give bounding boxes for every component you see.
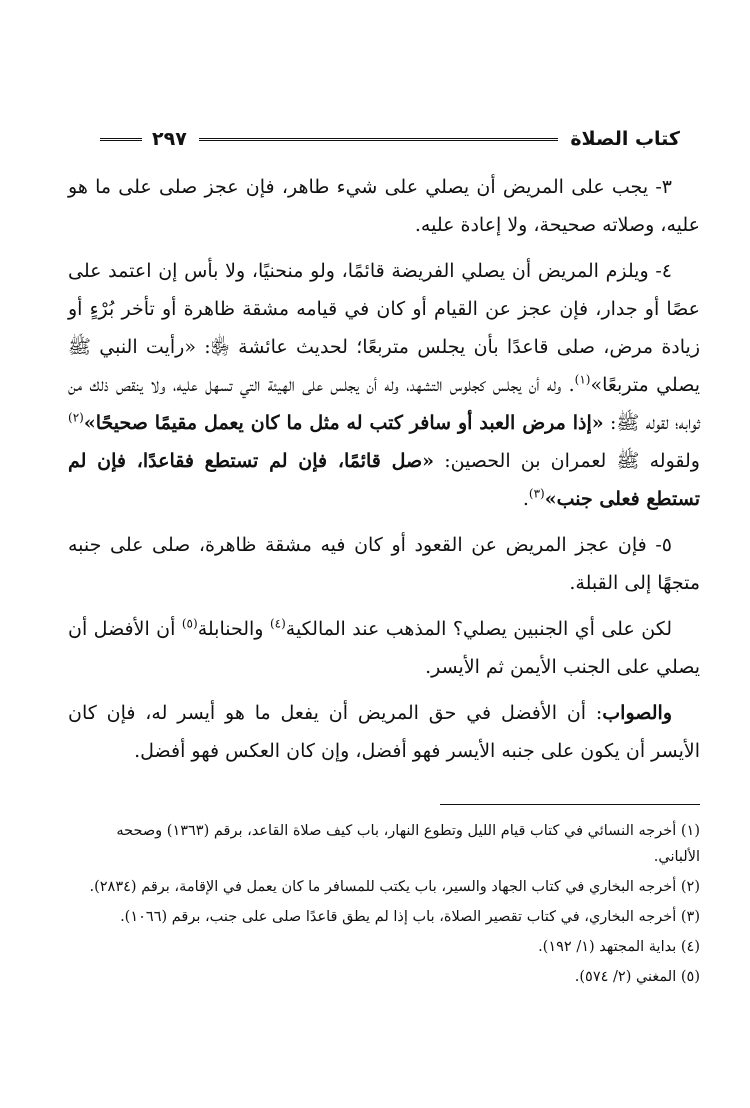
footnote-ref-1[interactable]: (١) [574,372,591,387]
paragraph-4 [68,610,700,686]
header-short-rule [100,138,142,141]
footnote-5: (٥) المغني (٢/ ٥٧٤). [574,969,700,985]
footnote-3: (٣) أخرجه البخاري، في كتاب تقصير الصلاة، باب إذا لم يطق قاعدًا صلى على جنب، برقم (١٠٦٦). [120,909,700,925]
running-header [100,124,680,154]
footnote-ref-2[interactable]: (٢) [68,410,84,425]
paragraph-3: ٥- فإن عجز المريض عن القعود أو كان فيه مشقة ظاهرة، صلى على جنبه متجهًا إلى القبلة. [68,534,700,594]
page-number-text: ٢٩٧ [152,128,187,150]
footnote-ref-4[interactable]: (٤) [269,616,286,631]
footnote-2: (٢) أخرجه البخاري في كتاب الجهاد والسير، باب يكتب للمسافر ما كان يعمل في الإقامة، برقم (٢٨٣٤). [89,879,700,895]
footnote-1: (١) أخرجه النسائي في كتاب قيام الليل وتطوع النهار، باب كيف صلاة القاعد، برقم (١٣٦٣) وصححه الألباني. [116,823,700,865]
paragraph-2-end: . [522,488,529,510]
main-text [68,168,700,778]
hadith-quote-2: «صل قائمًا، فإن لم تستطع فقاعدًا، فإن لم تستطع فعلى جنب» [68,450,700,510]
paragraph-4-text-c: أن الأفضل أن يصلي على الجنب الأيمن ثم الأيسر. [68,618,700,678]
footnote-4: (٤) بداية المجتهد (١/ ١٩٢). [538,939,700,955]
hadith-quote-1: «إذا مرض العبد أو سافر كتب له مثل ما كان يعمل مقيمًا صحيحًا» [83,412,604,434]
paragraph-5-lead: والصواب [602,702,672,724]
header-rule [199,138,559,141]
paragraph-4-text-a: لكن على أي الجنبين يصلي؟ المذهب عند المالكية [285,618,672,640]
paragraph-2-text-c: ولقوله ﷺ لعمران بن الحصين: [434,450,700,472]
paragraph-1: ٣- يجب على المريض أن يصلي على شيء طاهر، فإن عجز صلى على ما هو عليه، وصلاته صحيحة، ولا إعادة عليه. [68,176,700,236]
page-number [100,128,187,150]
paragraph-2-text-a: ٤- ويلزم المريض أن يصلي الفريضة قائمًا، ولو منحنيًا، ولا بأس إن اعتمد على عصًا أو جدار، فإن عجز عن القيام أو كان في قيامه مشقة ظاهرة أو تأخر بُرْءٍ أو زيادة مرض، صلى قاعدًا بأن يجلس متربعًا؛ لحديث عائشة ﵂: «رأيت النبي ﷺ يصلي متربعًا» [68,260,700,396]
paragraph-5-text: : أن الأفضل في حق المريض أن يفعل ما هو أيسر له، فإن كان الأيسر أن يكون على جنبه الأيسر فهو أفضل، وإن كان العكس فهو أفضل. [68,702,700,762]
paragraph-2-text-b: . وله أن يجلس كجلوس التشهد، وله أن يجلس على الهيئة التي تسهل عليه، ولا ينقص ذلك من ثوابه؛ لقوله ﷺ: [68,374,700,434]
footnote-ref-3[interactable]: (٣) [528,486,545,501]
paragraph-4-text-b: والحنابلة [197,618,270,640]
footnote-separator [440,804,700,805]
footnotes [68,818,700,994]
paragraph-2 [68,252,700,518]
footnote-ref-5[interactable]: (٥) [181,616,198,631]
paragraph-5 [68,694,700,770]
chapter-title: كتاب الصلاة [570,128,680,150]
